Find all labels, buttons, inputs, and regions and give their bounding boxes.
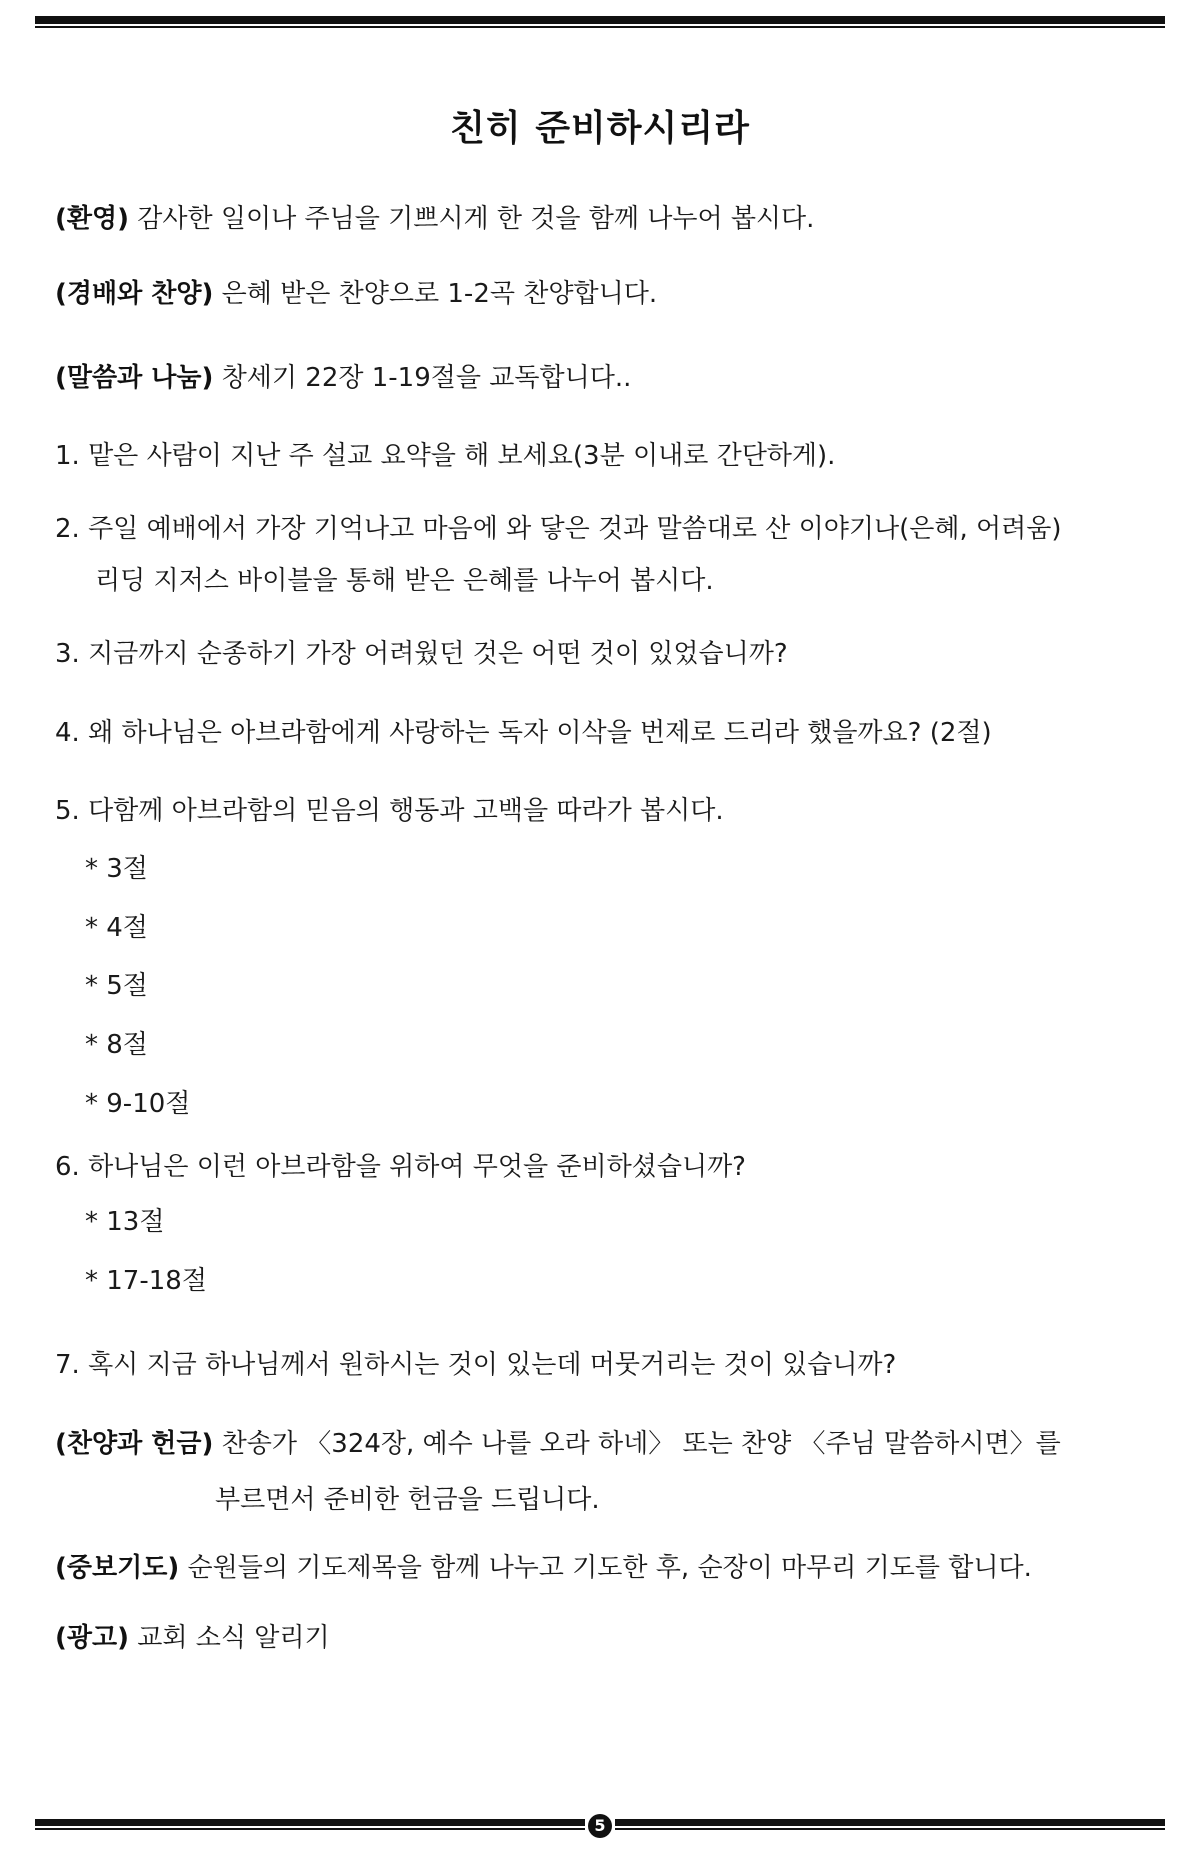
notice-label: (광고) [55, 1623, 129, 1653]
question-6: 6. 하나님은 이런 아브라함을 위하여 무엇을 준비하셨습니까? [55, 1152, 746, 1182]
welcome-line [55, 198, 814, 235]
question-5-item: * 4절 [85, 913, 148, 943]
top-rule-thin [35, 26, 1165, 28]
notice-text: 교회 소식 알리기 [129, 1623, 330, 1653]
top-rule-thick [35, 16, 1165, 24]
question-1: 1. 맡은 사람이 지난 주 설교 요약을 해 보세요(3분 이내로 간단하게). [55, 441, 836, 471]
question-2-line1: 2. 주일 예배에서 가장 기억나고 마음에 와 닿은 것과 말씀대로 산 이야기나(은혜, 어려움) [55, 514, 1062, 544]
word-label: (말씀과 나눔) [55, 363, 214, 393]
page-title: 친히 준비하시리라 [450, 108, 750, 149]
question-5-item: * 9-10절 [85, 1089, 191, 1119]
worship-label: (경배와 찬양) [55, 279, 214, 309]
question-5-item: * 8절 [85, 1030, 148, 1060]
question-6-item: * 17-18절 [85, 1266, 207, 1296]
question-6-item: * 13절 [85, 1207, 165, 1237]
prayer-text: 순원들의 기도제목을 함께 나누고 기도한 후, 순장이 마무리 기도를 합니다. [179, 1553, 1032, 1583]
bottom-rule [35, 1814, 1165, 1836]
bottom-rule-left [35, 1814, 585, 1836]
question-5-item: * 5절 [85, 971, 148, 1001]
top-rule [35, 16, 1165, 28]
offering-line1 [55, 1423, 1061, 1460]
page-number: 5 [588, 1814, 612, 1838]
welcome-label: (환영) [55, 204, 129, 234]
notice-line [55, 1617, 330, 1654]
word-text: 창세기 22장 1-19절을 교독합니다.. [213, 363, 632, 393]
welcome-text: 감사한 일이나 주님을 기쁘시게 한 것을 함께 나누어 봅시다. [129, 204, 815, 234]
worship-line [55, 273, 657, 310]
offering-line2: 부르면서 준비한 헌금을 드립니다. [215, 1485, 600, 1515]
offering-label: (찬양과 헌금) [55, 1429, 214, 1459]
bottom-rule-right [615, 1814, 1165, 1836]
question-2-line2: 리딩 지저스 바이블을 통해 받은 은혜를 나누어 봅시다. [95, 566, 714, 596]
question-5: 5. 다함께 아브라함의 믿음의 행동과 고백을 따라가 봅시다. [55, 796, 724, 826]
prayer-label: (중보기도) [55, 1553, 180, 1583]
question-5-item: * 3절 [85, 854, 148, 884]
word-line [55, 357, 631, 394]
question-3: 3. 지금까지 순종하기 가장 어려웠던 것은 어떤 것이 있었습니까? [55, 639, 788, 669]
offering-text: 찬송가 〈324장, 예수 나를 오라 하네〉 또는 찬양 〈주님 말씀하시면〉를 [213, 1429, 1061, 1459]
worship-text: 은혜 받은 찬양으로 1-2곡 찬양합니다. [213, 279, 658, 309]
prayer-line [55, 1547, 1032, 1584]
question-7: 7. 혹시 지금 하나님께서 원하시는 것이 있는데 머뭇거리는 것이 있습니까? [55, 1350, 897, 1380]
question-4: 4. 왜 하나님은 아브라함에게 사랑하는 독자 이삭을 번제로 드리라 했을까요? (2절) [55, 718, 992, 748]
